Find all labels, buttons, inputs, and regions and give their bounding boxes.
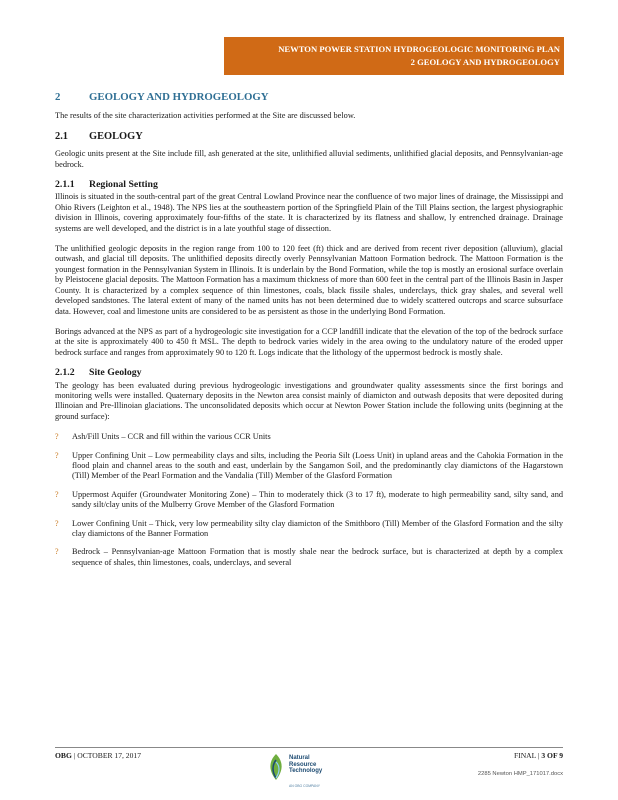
bullet-icon: ? (55, 450, 59, 460)
regional-paragraph-1: Illinois is situated in the south-central part of the great Central Lowland Province near the confluence of two major lines of drainage, the Mississippi and Ohio Rivers (Leighton et al., 1948). The NPS lies at the southeastern portion of the Springfield Plain of the Till Plains section, the largest physiographic division in Illinois, covering approximately four-fifths of the state. It is characterized by its flatness and shallow, ly entrenched drainage. Drainage systems are well developed, and the district is in a late youthful stage of dissection. (55, 192, 563, 233)
logo-line: Technology (289, 768, 323, 775)
logo-subtitle: AN OBG COMPANY (289, 784, 321, 788)
list-item-text: Bedrock – Pennsylvanian-age Mattoon Formation that is mostly shale near the bedrock surface, but is characterized at depth by a complex sequence of shales, thin limestones, coals, underclays, and several (72, 547, 563, 567)
header-title: NEWTON POWER STATION HYDROGEOLOGIC MONITORING PLAN (278, 44, 560, 54)
footer-date: OCTOBER 17, 2017 (77, 751, 141, 760)
list-item (55, 519, 563, 540)
bullet-icon: ? (55, 432, 59, 442)
list-item (55, 432, 563, 442)
footer-right (514, 751, 563, 760)
subsection-title: GEOLOGY (89, 130, 143, 142)
bullet-icon: ? (55, 547, 59, 557)
footer-filename: 2285 Newton HMP_171017.docx (477, 771, 563, 777)
list-item (55, 451, 563, 482)
company-logo (265, 752, 347, 792)
regional-paragraph-3: Borings advanced at the NPS as part of a hydrogeologic site investigation for a CCP landfill indicate that the elevation of the top of the bedrock surface at the site is approximately 400 to 450 ft MSL. The depth to bedrock varies widely in the area owing to the undulatory nature of the eroded upper bedrock surface and ranges from approximately 90 to 120 ft. Logs indicate that the lithology of the uppermost bedrock is mostly shale. (55, 326, 563, 357)
subsubsection-heading-site (55, 368, 563, 378)
subsubsection-title: Site Geology (89, 367, 142, 379)
list-item-text: Lower Confining Unit – Thick, very low permeability silty clay diamicton of the Smithboro (Till) Member of the Glasford Formation and the silty clay diamictons of the Banner Formation (72, 518, 563, 538)
footer-separator: | (71, 751, 78, 760)
subsection-heading-geology (55, 132, 563, 142)
document-body (55, 92, 563, 576)
section-heading (55, 92, 563, 102)
leaf-logo-icon (265, 752, 287, 782)
section-number: 2 (55, 91, 61, 103)
header-section: 2 GEOLOGY AND HYDROGEOLOGY (410, 57, 560, 67)
subsubsection-number: 2.1.2 (55, 367, 75, 379)
logo-line: Resource (289, 761, 317, 768)
geology-paragraph: Geologic units present at the Site include fill, ash generated at the site, unlithified alluvial sediments, unlithified glacial deposits, and Pennsylvanian-age bedrock. (55, 149, 563, 169)
list-item (55, 547, 563, 568)
footer-left (55, 751, 141, 760)
list-item-text: Ash/Fill Units – CCR and fill within the various CCR Units (72, 432, 271, 442)
page-number: 3 OF 9 (541, 751, 563, 760)
list-item (55, 490, 563, 511)
footer-separator: | (536, 751, 542, 760)
subsection-number: 2.1 (55, 130, 68, 142)
subsubsection-number: 2.1.1 (55, 179, 75, 191)
regional-paragraph-2: The unlithified geologic deposits in the region range from 100 to 120 feet (ft) thick and are derived from recent river deposition (alluvium), glacial outwash, and glacial till deposits. The unlithified deposits directly overly Pennsylvanian Mattoon Formation bedrock. The Mattoon Formation is the youngest formation in the Pennsylvanian System in Illinois. It is underlain by the Bond Formation, while the top is mostly an erosional surface overlain by Pleistocene glacial deposits. The Mattoon Formation has a maximum thickness of more than 600 feet in the central part of the Illinois Basin in Jasper County. It is characterized by a complex sequence of thin limestones, coals, black fissile shales, underclays, thick gray shales, and several well developed sandstones. The lateral extent of many of the named units has not been determined due to widely scattered outcrops and scarce subsurface data. However, coal and limestone units are considered to be as persistent as those in the underlying Bond Formation. (55, 244, 563, 316)
logo-line: Natural (289, 755, 310, 761)
bullet-icon: ? (55, 518, 59, 528)
geologic-units-list (55, 432, 563, 568)
section-title: GEOLOGY AND HYDROGEOLOGY (89, 91, 269, 103)
header-banner (224, 37, 564, 75)
footer-divider (55, 747, 563, 748)
site-geology-paragraph: The geology has been evaluated during previous hydrogeologic investigations and groundwater quality assessments since the first borings and monitoring wells were installed. Quaternary deposits in the Newton area consist mainly of diamicton and outwash deposits that were deposited during Illinoian and Pre-Illinoian glaciations. The unconsolidated deposits which occur at Newton Power Station include the following units (beginning at the ground surface): (55, 380, 563, 421)
logo-wordmark (289, 755, 322, 775)
subsubsection-title: Regional Setting (89, 179, 158, 191)
subsubsection-heading-regional (55, 180, 563, 190)
bullet-icon: ? (55, 489, 59, 499)
footer-status: FINAL (513, 751, 537, 760)
list-item-text: Upper Confining Unit – Low permeability clays and silts, including the Peoria Silt (Loess Unit) in upland areas and the Cahokia Formation in the flood plain and channel areas to the south and east, underlain by the Sangamon Soil, and the predominantly clay diamictons of the Hagarstown (Till) Member of the Pearl Formation and the Vandalia (Till) Member of the Glasford Formation (72, 450, 563, 481)
section-intro: The results of the site characterization activities performed at the Site are discussed below. (55, 111, 356, 121)
footer-org: OBG (55, 751, 72, 760)
list-item-text: Uppermost Aquifer (Groundwater Monitoring Zone) – Thin to moderately thick (3 to 17 ft), moderate to high permeability sand, silty sand, and sandy silt/clay units of the Mulberry Grove Member of the Glasford Formation (72, 489, 563, 510)
